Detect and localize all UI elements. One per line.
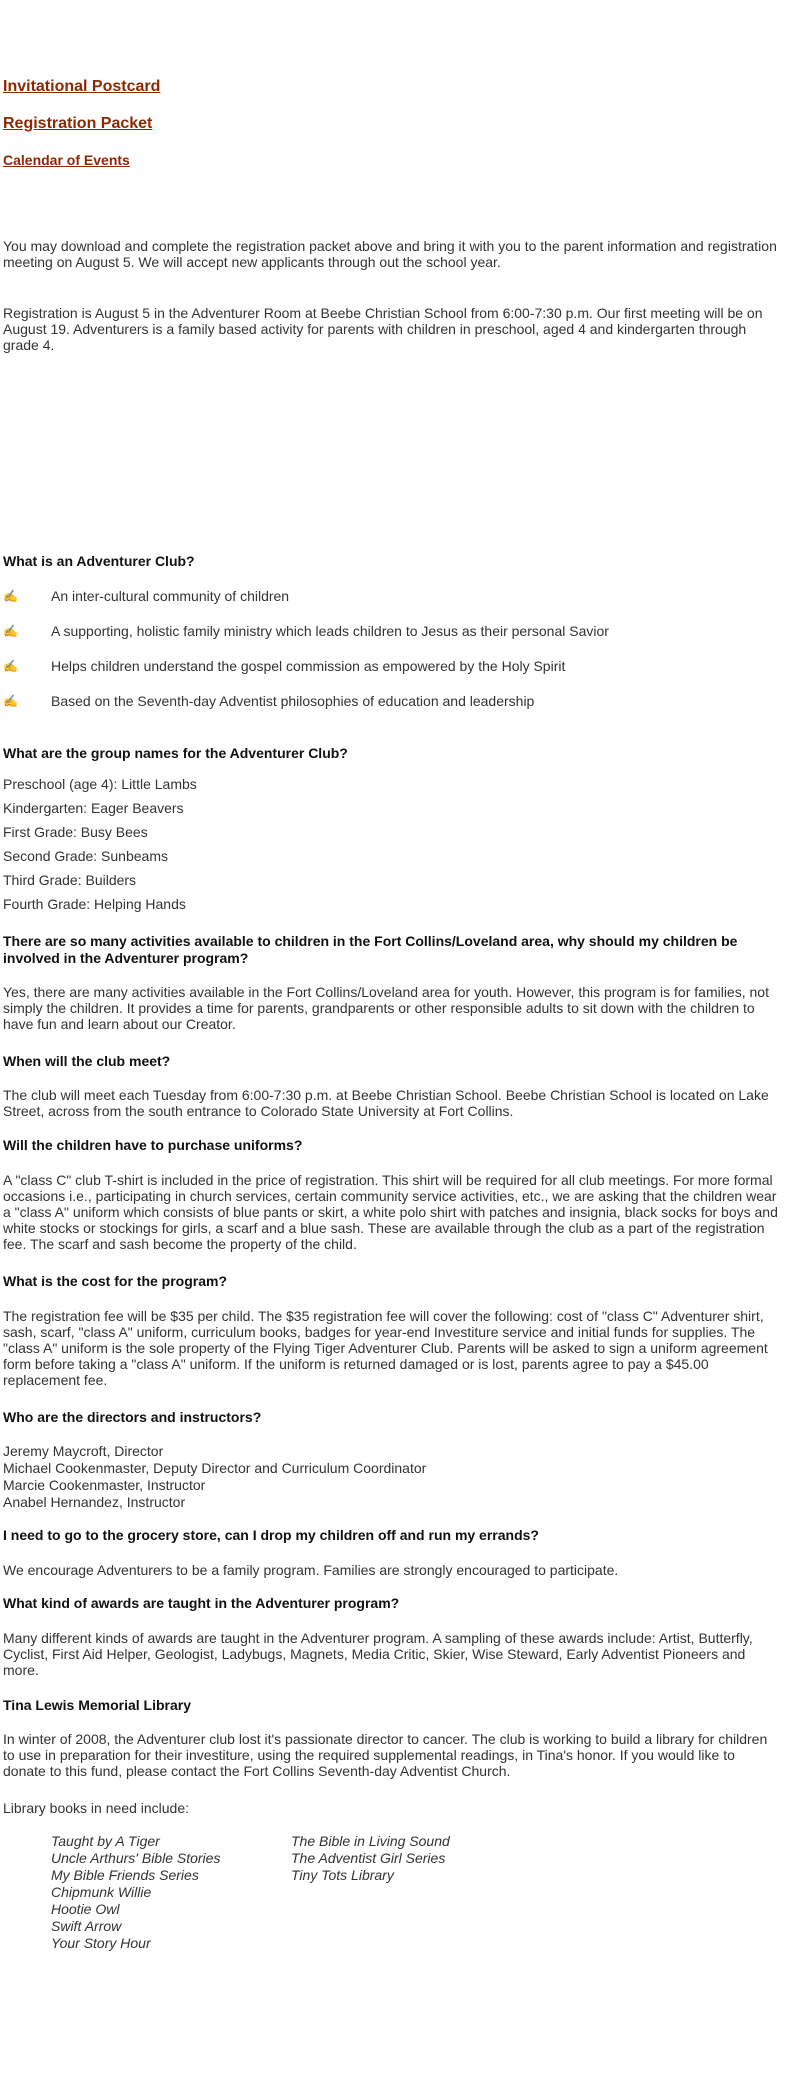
list-item: First Grade: Busy Bees	[3, 824, 148, 840]
list-item: Swift Arrow	[51, 1918, 122, 1934]
download-paragraph: You may download and complete the registration packet above and bring it with you to the parent information and registration meeting on August 5. We will accept new applicants through out the school year.	[3, 238, 777, 270]
when-heading: When will the club meet?	[3, 1053, 171, 1069]
group-names-list	[3, 775, 197, 919]
list-item: Preschool (age 4): Little Lambs	[3, 776, 197, 792]
bullet-text: Based on the Seventh-day Adventist philosophies of education and leadership	[51, 693, 535, 709]
library-heading: Tina Lewis Memorial Library	[3, 1697, 192, 1713]
quill-bullet-icon: ✍	[3, 624, 18, 638]
quill-bullet-icon: ✍	[3, 589, 18, 603]
list-item: Tiny Tots Library	[291, 1867, 394, 1883]
why-heading: There are so many activities available to children in the Fort Collins/Loveland area, why should my children be involved in the Adventurer program?	[3, 933, 738, 966]
library-books-col2	[291, 1833, 450, 1884]
cost-answer: The registration fee will be $35 per child. The $35 registration fee will cover the following: cost of "class C" Adventurer shirt, sash, scarf, "class A" uniform, curriculum books, badges for year-end Investiture service and initial funds for supplies. The "class A" uniform is the sole property of the Flying Tiger Adventurer Club. Parents will be asked to sign a uniform agreement form before taking a "class A" uniform. If the uniform is returned damaged or is lost, parents agree to pay a $45.00 replacement fee.	[3, 1308, 768, 1388]
uniforms-heading: Will the children have to purchase uniforms?	[3, 1137, 303, 1153]
list-item: Anabel Hernandez, Instructor	[3, 1494, 186, 1510]
list-item: The Adventist Girl Series	[291, 1850, 446, 1866]
list-item: Uncle Arthurs' Bible Stories	[51, 1850, 221, 1866]
list-item: Marcie Cookenmaster, Instructor	[3, 1477, 206, 1493]
when-answer: The club will meet each Tuesday from 6:00-7:30 p.m. at Beebe Christian School. Beebe Christian School is located on Lake Street, across from the south entrance to Colorado State University at Fort Collins.	[3, 1087, 769, 1119]
grocery-answer: We encourage Adventurers to be a family program. Families are strongly encouraged to participate.	[3, 1562, 619, 1578]
list-item: The Bible in Living Sound	[291, 1833, 450, 1849]
list-item: My Bible Friends Series	[51, 1867, 199, 1883]
bullet-text: Helps children understand the gospel commission as empowered by the Holy Spirit	[51, 658, 566, 674]
quill-bullet-icon: ✍	[3, 659, 18, 673]
registration-packet-link[interactable]: Registration Packet	[3, 115, 153, 132]
list-item: Jeremy Maycroft, Director	[3, 1443, 164, 1459]
grocery-heading: I need to go to the grocery store, can I drop my children off and run my errands?	[3, 1527, 539, 1543]
group-names-heading: What are the group names for the Adventurer Club?	[3, 745, 348, 761]
bullet-text: An inter-cultural community of children	[51, 588, 290, 604]
calendar-of-events-link[interactable]: Calendar of Events	[3, 152, 130, 168]
cost-heading: What is the cost for the program?	[3, 1273, 228, 1289]
library-needs-label: Library books in need include:	[3, 1800, 190, 1816]
registration-paragraph: Registration is August 5 in the Adventurer Room at Beebe Christian School from 6:00-7:30 p.m. Our first meeting will be on August 19. Adventurers is a family based activity for parents with children in preschool, aged 4 and kindergarten through grade 4.	[3, 305, 763, 353]
what-is-heading: What is an Adventurer Club?	[3, 553, 195, 569]
directors-heading: Who are the directors and instructors?	[3, 1409, 262, 1425]
library-books-col1	[51, 1833, 220, 1952]
invitational-postcard-link[interactable]: Invitational Postcard	[3, 78, 161, 95]
list-item: Fourth Grade: Helping Hands	[3, 896, 186, 912]
why-answer: Yes, there are many activities available in the Fort Collins/Loveland area for youth. However, this program is for families, not simply the children. It provides a time for parents, grandparents or other responsible adults to sit down with the children to have fun and learn about our Creator.	[3, 984, 769, 1032]
list-item: Michael Cookenmaster, Deputy Director and Curriculum Coordinator	[3, 1460, 427, 1476]
bullet-text: A supporting, holistic family ministry which leads children to Jesus as their personal Savior	[51, 623, 609, 639]
list-item: Hootie Owl	[51, 1901, 120, 1917]
awards-heading: What kind of awards are taught in the Adventurer program?	[3, 1595, 400, 1611]
library-paragraph: In winter of 2008, the Adventurer club lost it's passionate director to cancer. The club is working to build a library for children to use in preparation for their investiture, using the required supplemental readings, in Tina's honor. If you would like to donate to this fund, please contact the Fort Collins Seventh-day Adventist Church.	[3, 1731, 768, 1779]
uniforms-answer: A "class C" club T-shirt is included in the price of registration. This shirt will be required for all club meetings. For more formal occasions i.e., participating in church services, certain community service activities, etc., we are asking that the children wear a "class A" uniform which consists of blue pants or skirt, a white polo shirt with patches and insignia, black socks for boys and white stocks or stockings for girls, a scarf and a blue sash. These are available through the club as a part of the registration fee. The scarf and sash become the property of the child.	[3, 1172, 778, 1252]
list-item: Taught by A Tiger	[51, 1833, 160, 1849]
list-item: Third Grade: Builders	[3, 872, 137, 888]
awards-answer: Many different kinds of awards are taught in the Adventurer program. A sampling of these awards include: Artist, Butterfly, Cyclist, First Aid Helper, Geologist, Ladybugs, Magnets, Media Critic, Skier, Wise Steward, Early Adventist Pioneers and more.	[3, 1630, 753, 1678]
list-item: Your Story Hour	[51, 1935, 151, 1951]
quill-bullet-icon: ✍	[3, 694, 18, 708]
list-item: Kindergarten: Eager Beavers	[3, 800, 184, 816]
list-item: Second Grade: Sunbeams	[3, 848, 168, 864]
list-item: Chipmunk Willie	[51, 1884, 152, 1900]
directors-list	[3, 1443, 426, 1511]
